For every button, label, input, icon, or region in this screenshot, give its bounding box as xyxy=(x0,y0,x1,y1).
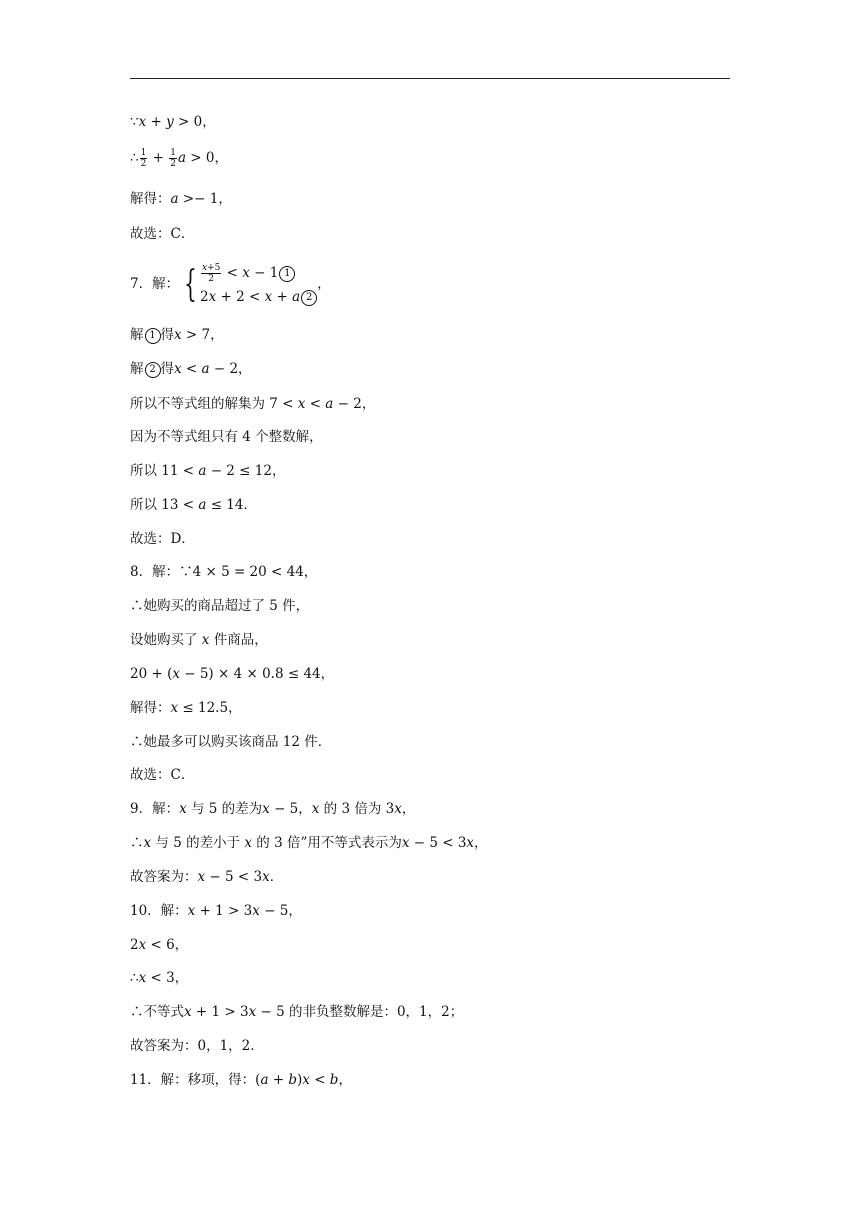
math-text: < 𝑥 − 1 xyxy=(222,265,279,281)
text-line xyxy=(130,148,228,169)
therefore-symbol: ∴ xyxy=(130,150,139,166)
text-line: 10．解：𝑥 + 1 > 3𝑥 − 5， xyxy=(130,903,302,919)
text-line: 8．解：∵4 × 5 = 20 < 44， xyxy=(130,564,318,580)
fraction-denominator: 2 xyxy=(208,274,215,284)
header-rule xyxy=(130,78,730,79)
text-line: ∴不等式𝑥 + 1 > 3𝑥 − 5 的非负整数解是：0，1，2； xyxy=(130,1004,464,1020)
text-line: ∴她最多可以购买该商品 12 件． xyxy=(130,734,332,750)
text-line: 解 1 得𝑥 > 7， xyxy=(130,327,224,343)
fraction-denominator: 2 xyxy=(140,159,147,169)
text-line: ∴她购买的商品超过了 5 件， xyxy=(130,598,310,614)
math-text: + xyxy=(148,150,169,166)
text-line: 2𝑥 < 6， xyxy=(130,937,189,953)
text-line: 解 2 得𝑥 < 𝑎 − 2， xyxy=(130,361,252,377)
text-line: 解得：𝑥 ≤ 12.5， xyxy=(130,700,242,716)
text-line: 因为不等式组只有 4 个整数解， xyxy=(130,429,323,445)
text-line: 设她购买了 𝑥 件商品， xyxy=(130,632,268,648)
math-text: 𝑎 > 0， xyxy=(177,150,229,166)
fraction xyxy=(140,148,148,169)
text-line: 故选：D． xyxy=(130,531,195,547)
text-line: 解得：𝑎 >− 1， xyxy=(130,191,232,207)
math-text: 2𝑥 + 2 < 𝑥 + 𝑎 xyxy=(200,289,301,305)
left-brace-icon: { xyxy=(184,263,197,305)
circled-number-icon: 2 xyxy=(145,362,161,378)
fraction-numerator: 1 xyxy=(140,148,147,158)
text-line: 所以不等式组的解集为 7 < 𝑥 < 𝑎 − 2， xyxy=(130,396,376,412)
text-line: 故选：C． xyxy=(130,226,195,242)
problem-number: 7．解： xyxy=(130,276,180,292)
text-line: 所以 11 < 𝑎 − 2 ≤ 12， xyxy=(130,463,286,479)
text-line: 9．解：𝑥 与 5 的差为𝑥 − 5，𝑥 的 3 倍为 3𝑥， xyxy=(130,801,416,817)
fraction xyxy=(201,263,221,284)
text-line: 故答案为：𝑥 − 5 < 3𝑥． xyxy=(130,869,284,885)
text-line: ∴𝑥 < 3， xyxy=(130,970,189,986)
text-line: 20 + (𝑥 − 5) × 4 × 0.8 ≤ 44， xyxy=(130,666,335,682)
fraction-denominator: 2 xyxy=(170,159,176,169)
fraction-numerator: 𝑥+5 xyxy=(202,263,221,273)
text-line: 故选：C． xyxy=(130,767,195,783)
circled-number-icon: 1 xyxy=(145,328,161,344)
inequality-system xyxy=(179,263,317,306)
math-text: ， xyxy=(317,276,331,292)
circled-number-icon: 2 xyxy=(301,290,317,306)
inequality-system-line xyxy=(130,262,331,306)
text-line: 故答案为：0，1，2． xyxy=(130,1038,264,1054)
text-line: ∵𝑥 + 𝑦 > 0， xyxy=(130,114,216,130)
text-line: 11．解：移项，得：(𝑎 + 𝑏)𝑥 < 𝑏， xyxy=(130,1072,352,1088)
circled-number-icon: 1 xyxy=(279,266,295,282)
text-line: 所以 13 < 𝑎 ≤ 14． xyxy=(130,497,257,513)
fraction xyxy=(169,148,177,169)
fraction-numerator: 1 xyxy=(170,148,176,158)
text-line: ∴𝑥 与 5 的差小于 𝑥 的 3 倍”用不等式表示为𝑥 − 5 < 3𝑥， xyxy=(130,835,488,851)
